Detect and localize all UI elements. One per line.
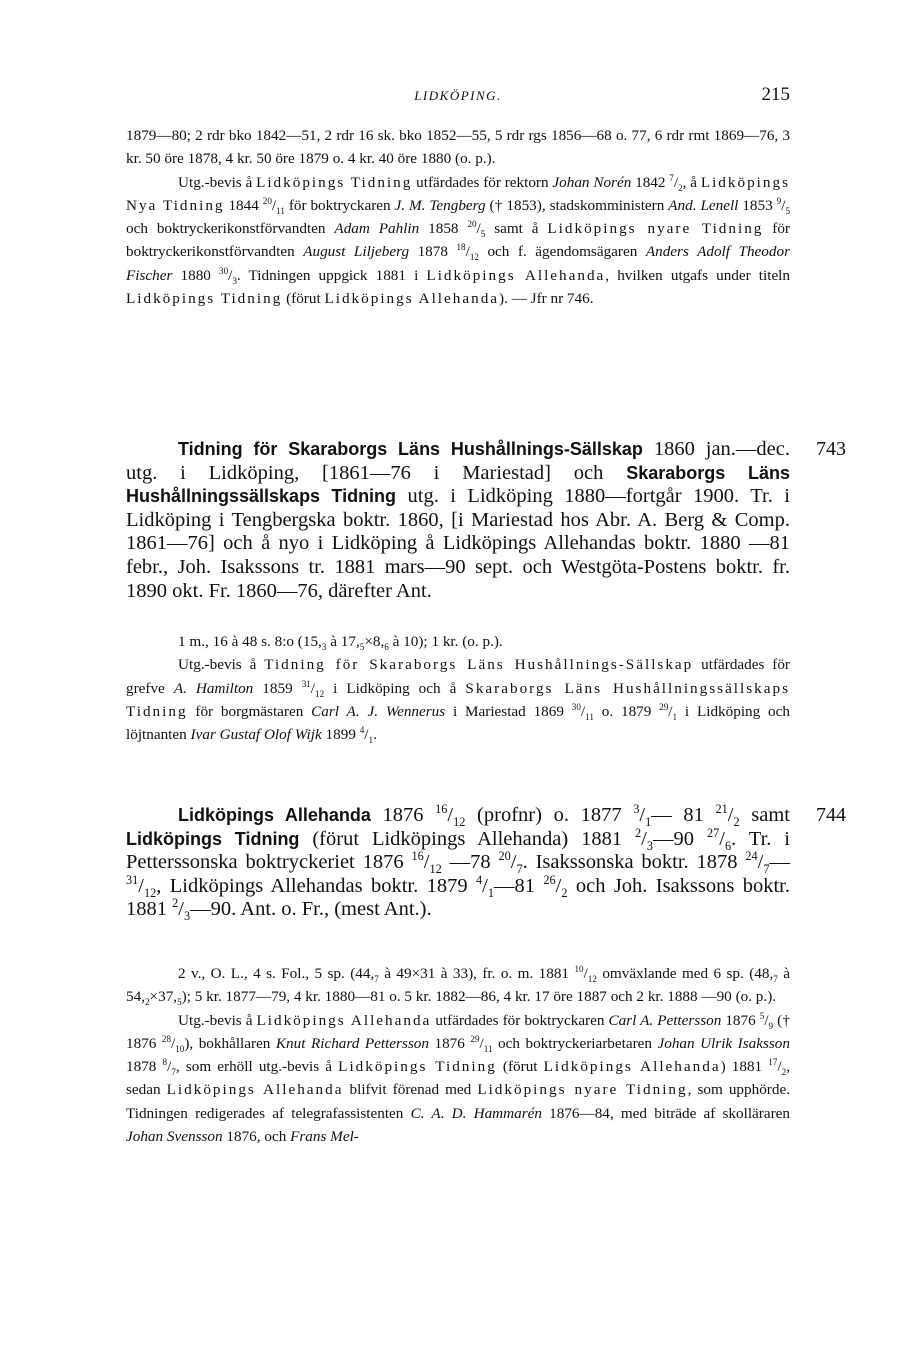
entry-title-alt: Lidköpings Tidning	[126, 828, 300, 849]
entry-body: Lidköpings Allehanda 1876 $^{16}/_{12}$ (profnr) o. 1877 $^3/_1—$ 81 $^{21}/_2$ samt Lidköpings Tidning (förut Lidköpings Allehanda) 1881 $^2/_3—90$ $^{27}/_6$. Tr. i Petterssonska boktryckeriet 1876 $^{16}/_{12}$ —78 $^{20}/_7$. Isakssonska boktr. 1878 $^{24}/_7—^{31}/_{12}$, Lidköpings Allehandas boktr. 1879 $^4/_1—81$ $^{26}/_2$ och Joh. Isakssons boktr. 1881 $^2/_3—90$. Ant. o. Fr., (mest Ant.).	[126, 802, 791, 924]
entry-title: Lidköpings Allehanda	[178, 805, 371, 825]
publisher-certificates: Utg.-bevis å Lidköpings Allehanda utfärdades för boktryckaren Carl A. Pettersson 1876 $^5/_9$ († 1876 $^{28}/_{10}$), bokhållaren Knut Richard Pettersson 1876 $^{29}/_{11}$ och boktryckeriarbetaren Johan Ulrik Isaksson 1878 $^8/_7$, som erhöll utg.-bevis å Lidköpings Tidning (förut Lidköpings Allehanda) 1881 $^{17}/_2$, sedan Lidköpings Allehanda blifvit förenad med Lidköpings nyare Tidning, som upphörde. Tidningen redigerades af telegrafassistenten C. A. D. Hammarén 1876—84, med biträde af skolläraren Johan Svensson 1876, och Frans Mel-	[126, 1010, 791, 1146]
format-line: 1 m., 16 à 48 s. 8:o ($15,_3$ à $17,_5\times 8,_6$ à 10); 1 kr. (o. p.).	[178, 633, 503, 653]
entry-title: Tidning för Skaraborgs Läns Hushållnings-Sällskap	[178, 439, 643, 459]
entry-744-format	[126, 962, 790, 1148]
continuation-block	[126, 124, 790, 310]
format-line: 2 v., O. L., 4 s. Fol., 5 sp. ($44,_7$ à 49×31 à 33), fr. o. m. 1881 $^{10}/_{12}$ omväxlande med 6 sp. ($48,_7$ à $54,_2\times 37,_5$); 5 kr. 1877—79, 4 kr. 1880—81 o. 5 kr. 1882—86, 4 kr. 17 öre 1887 och 2 kr. 1888 —90 (o. p.).	[126, 963, 790, 1008]
entry-743-format	[126, 630, 790, 746]
running-title: LIDKÖPING.	[414, 88, 502, 103]
entry-743	[126, 438, 846, 603]
entry-body: Tidning för Skaraborgs Läns Hushållnings-Sällskap 1860 jan.—dec. utg. i Lidköping, [1861—76 i Mariestad] och Skaraborgs Läns Hushållningssällskaps Tidning utg. i Lidköping 1880—fortgår 1900. Tr. i Lidköping i Tengbergska boktr. 1860, [i Mariestad hos Abr. A. Berg & Comp. 1861—76] och å nyo i Lidköping å Lidköpings Allehandas boktr. 1880 —81 febr., Joh. Isakssons tr. 1881 mars—90 sept. och Westgöta-Postens boktr. fr. 1890 okt. Fr. 1860—76, därefter Ant.	[126, 438, 790, 602]
entry-title-alt: Skaraborgs Läns Hushållningssällskaps Tidning	[126, 462, 790, 507]
publisher-certificates: Utg.-bevis å Lidköpings Tidning utfärdades för rektorn Johan Norén 1842 $^7/_2$, å Lidköpings Nya Tidning 1844 $^{20}/_{11}$ för boktryckaren J. M. Tengberg († 1853), stadskomministern And. Lenell 1853 $^9/_5$ och boktryckerikonstförvandten Adam Pahlin 1858 $^{20}/_5$ samt å Lidköpings nyare Tidning för boktryckerikonstförvandten August Liljeberg 1878 $^{18}/_{12}$ och f. ägendomsägaren Anders Adolf Theodor Fischer 1880 $^{30}/_3$. Tidningen uppgick 1881 i Lidköpings Allehanda, hvilken utgafs under titeln Lidköpings Tidning (förut Lidköpings Allehanda). — Jfr nr 746.	[126, 172, 791, 308]
entry-number: 743	[816, 438, 846, 460]
page-number: 215	[761, 84, 790, 105]
page-header	[126, 84, 790, 108]
publisher-certificates: Utg.-bevis å Tidning för Skaraborgs Läns Hushållnings-Sällskap utfärdades för grefve A. Hamilton 1859 $^{31}/_{12}$ i Lidköping och å Skaraborgs Läns Hushållningssällskaps Tidning för borgmästaren Carl A. J. Wennerus i Mariestad 1869 $^{30}/_{11}$ o. 1879 $^{29}/_1$ i Lidköping och löjtnanten Ivar Gustaf Olof Wijk 1899 $^4/_1$.	[126, 656, 790, 746]
price-history: 1879—80; 2 rdr bko 1842—51, 2 rdr 16 sk. bko 1852—55, 5 rdr rgs 1856—68 o. 77, 6 rdr rmt 1869—76, 3 kr. 50 öre 1878, 4 kr. 50 öre 1879 o. 4 kr. 40 öre 1880 (o. p.).	[126, 127, 790, 168]
entry-number: 744	[816, 804, 846, 826]
entry-744	[126, 802, 846, 924]
